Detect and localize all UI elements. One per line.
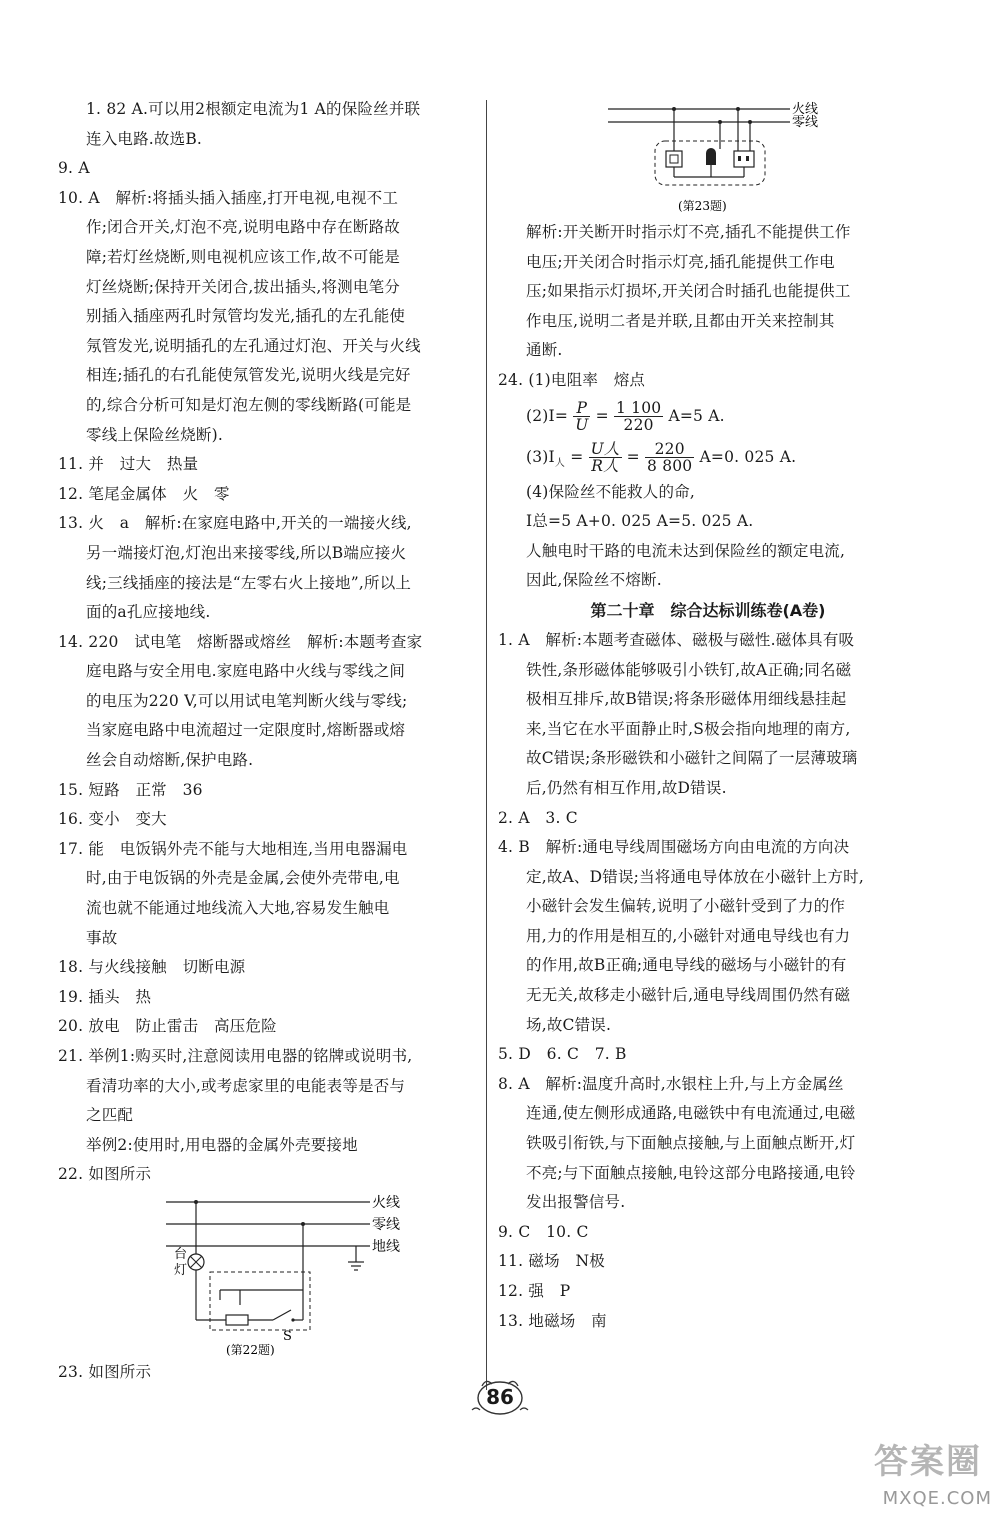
text-line: 连通,使左侧形成通路,电磁铁中有电流通过,电磁 (526, 1104, 856, 1123)
text-line: 极相互排斥,故B错误;将条形磁体用细线悬挂起 (526, 690, 847, 709)
text-line: 的电压为220 V,可以用试电笔判断火线与零线; (86, 691, 408, 710)
text-line: 线;三线插座的接法是“左零右火上接地”,所以上 (86, 573, 412, 592)
text-line: 9. C 10. C (498, 1222, 589, 1241)
text-line: 22. 如图所示 (58, 1165, 152, 1184)
socket-icon (734, 151, 754, 167)
text-line: 举例2:使用时,用电器的金属外壳要接地 (86, 1135, 358, 1154)
text-line: 23. 如图所示 (58, 1362, 152, 1381)
text-line: 2. A 3. C (498, 808, 578, 827)
switch-icon (666, 151, 682, 167)
text-line: 零线上保险丝烧断). (86, 425, 223, 444)
text-line: 面的a孔应接地线. (86, 603, 211, 622)
text-line: 灯丝烧断;保持开关闭合,拔出插头,将测电笔分 (86, 277, 400, 296)
label-ground-line: 地线 (372, 1238, 400, 1255)
text-line: 压;如果指示灯损坏,开关闭合时插孔也能提供工 (526, 282, 851, 301)
text-line: 另一端接灯泡,灯泡出来接零线,所以B端应接火 (86, 543, 407, 562)
text-line: 定,故A、D错误;当将通电导体放在小磁针上方时, (526, 867, 864, 886)
text-line: 10. A 解析:将插头插入插座,打开电视,电视不工 (58, 188, 399, 207)
circuit-diagram-23 (498, 93, 918, 218)
left-column (58, 95, 478, 1388)
watermark-url: MXQE.COM (882, 1488, 992, 1509)
label-lamp-2: 灯 (174, 1262, 188, 1278)
text-line: 不亮;与下面触点接触,电铃这部分电路接通,电铃 (526, 1163, 856, 1182)
text-line: 12. 强 P (498, 1282, 571, 1300)
text-line: 解析:开关断开时指示灯不亮,插孔不能提供工作 (526, 223, 851, 241)
figure-22-caption: (第22题) (226, 1342, 275, 1357)
label-zero-line: 零线 (792, 115, 819, 130)
text-line: 来,当它在水平面静止时,S极会指向地理的南方, (526, 719, 851, 738)
text-line: I总=5 A+0. 025 A=5. 025 A. (526, 512, 754, 531)
text-line: 的作用,故B正确;通电导线的磁场与小磁针的有 (526, 956, 847, 975)
text-line: 的,综合分析可知是灯泡左侧的零线断路(可能是 (86, 395, 412, 414)
text-line: 19. 插头 热 (58, 987, 152, 1006)
right-column (498, 95, 918, 1336)
text-line: 16. 变小 变大 (58, 810, 167, 829)
figure-22 (58, 1190, 478, 1358)
label-fire-line: 火线 (372, 1194, 400, 1211)
text-line: 因此,保险丝不熔断. (526, 571, 662, 590)
text-line: 11. 并 过大 热量 (58, 455, 199, 474)
text-line: 无无关,故移走小磁针后,通电导线周围仍然有磁 (526, 986, 851, 1005)
label-switch: S (283, 1328, 292, 1344)
text-line: 当家庭电路中电流超过一定限度时,熔断器或熔 (86, 721, 406, 740)
text-line: 人触电时干路的电流未达到保险丝的额定电流, (526, 541, 846, 560)
text-line: 看清功率的大小,或考虑家里的电能表等是否与 (86, 1076, 406, 1095)
text-line: 庭电路与安全用电.家庭电路中火线与零线之间 (86, 662, 406, 681)
text-line: 铁性,条形磁体能够吸引小铁钉,故A正确;同名磁 (526, 660, 852, 679)
text-line: 21. 举例1:购买时,注意阅读用电器的铭牌或说明书, (58, 1047, 413, 1065)
text-line: 用,力的作用是相互的,小磁针对通电导线也有力 (526, 926, 851, 945)
label-fire-line: 火线 (792, 102, 819, 117)
text-line: 11. 磁场 N极 (498, 1252, 605, 1271)
text-line: 流也就不能通过地线流入大地,容易发生触电 (86, 899, 390, 918)
column-divider (486, 100, 487, 1390)
formula-3: $(3)I_人$ = U人 R人 = $\frac{220}{8 800}$ A=0. 025 A. (526, 440, 797, 476)
figure-23 (498, 93, 918, 218)
text-line: 障;若灯丝烧断,则电视机应该工作,故不可能是 (86, 247, 400, 266)
text-line: 丝会自动熔断,保护电路. (86, 751, 254, 770)
text-line: 别插入插座两孔时氖管均发光,插孔的左孔能使 (86, 307, 406, 326)
section-title: 第二十章 综合达标训练卷(A卷) (590, 600, 826, 620)
text-line: 15. 短路 正常 36 (58, 780, 203, 799)
text-line: 故C错误;条形磁铁和小磁针之间隔了一层薄玻璃 (526, 749, 858, 768)
label-lamp-1: 台 (174, 1246, 188, 1262)
text-line: 发出报警信号. (526, 1193, 626, 1212)
text-line: 时,由于电饭锅的外壳是金属,会使外壳带电,电 (86, 869, 400, 888)
text-line: 电压;开关闭合时指示灯亮,插孔能提供工作电 (526, 252, 835, 271)
indicator-lamp-icon (706, 148, 716, 165)
text-line: 1. 82 A.可以用2根额定电流为1 A的保险丝并联 (86, 100, 421, 118)
text-line: (4)保险丝不能救人的命, (526, 482, 695, 501)
circuit-diagram-22 (58, 1190, 478, 1358)
figure-23-caption: (第23题) (678, 199, 727, 213)
text-line: 4. B 解析:通电导线周围磁场方向由电流的方向决 (498, 838, 850, 857)
text-line: 后,仍然有相互作用,故D错误. (526, 778, 727, 797)
text-line: 相连;插孔的右孔能使氖管发光,说明火线是完好 (86, 366, 411, 385)
text-line: 作电压,说明二者是并联,且都由开关来控制其 (526, 311, 835, 330)
text-line: 小磁针会发生偏转,说明了小磁针受到了力的作 (526, 897, 846, 916)
text-line: 铁吸引衔铁,与下面触点接触,与上面触点断开,灯 (526, 1134, 856, 1153)
watermark-logo: 答案圈 (874, 1442, 982, 1482)
page-number: 86 (468, 1376, 532, 1418)
text-line: 24. (1)电阻率 熔点 (498, 370, 646, 389)
label-zero-line: 零线 (372, 1216, 400, 1233)
text-line: 9. A (58, 159, 90, 178)
text-line: 8. A 解析:温度升高时,水银柱上升,与上方金属丝 (498, 1074, 844, 1093)
text-line: 氖管发光,说明插孔的左孔通过灯泡、开关与火线 (86, 336, 421, 355)
text-line: 13. 地磁场 南 (498, 1311, 607, 1330)
text-line: 5. D 6. C 7. B (498, 1045, 627, 1064)
text-line: 连入电路.故选B. (86, 129, 203, 148)
formula-2: (2)I= $\frac{P}{U}$ = $\frac{1 100}{220}$ A=5 A. (526, 399, 725, 435)
watermark (842, 1429, 992, 1509)
text-line: 12. 笔尾金属体 火 零 (58, 484, 230, 503)
text-line: 场,故C错误. (526, 1015, 612, 1034)
text-line: 14. 220 试电笔 熔断器或熔丝 解析:本题考查家 (58, 632, 423, 651)
text-line: 1. A 解析:本题考查磁体、磁极与磁性.磁体具有吸 (498, 630, 855, 649)
text-line: 20. 放电 防止雷击 高压危险 (58, 1017, 277, 1036)
text-line: 13. 火 a 解析:在家庭电路中,开关的一端接火线, (58, 514, 412, 533)
text-line: 作;闭合开关,灯泡不亮,说明电路中存在断路故 (86, 218, 400, 237)
text-line: 事故 (86, 928, 118, 947)
text-line: 通断. (526, 341, 563, 360)
text-line: 17. 能 电饭锅外壳不能与大地相连,当用电器漏电 (58, 839, 408, 858)
text-line: 之匹配 (86, 1106, 134, 1125)
text-line: 18. 与火线接触 切断电源 (58, 958, 246, 977)
